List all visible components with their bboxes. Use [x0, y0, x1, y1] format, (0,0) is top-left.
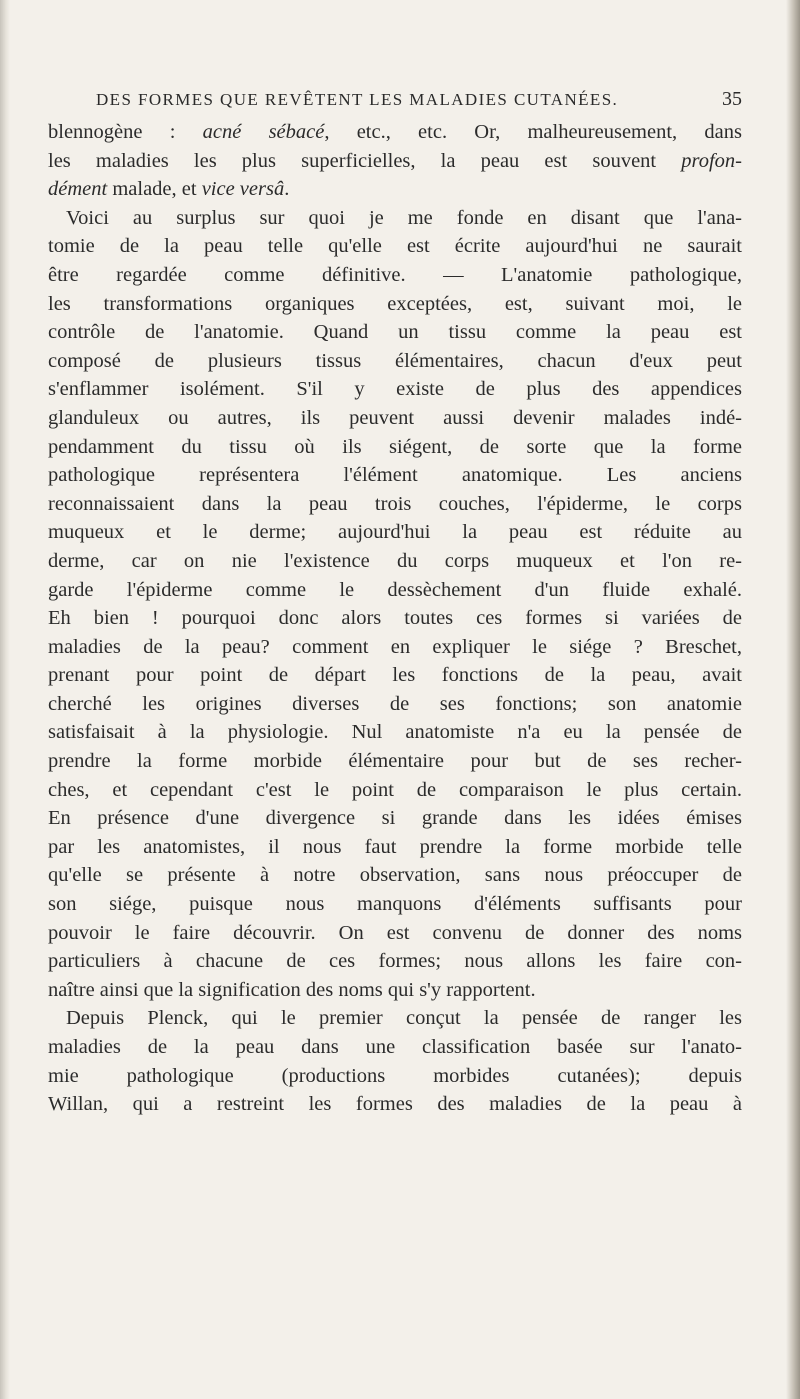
body-text — [48, 118, 742, 1119]
page-left-edge — [0, 0, 10, 1399]
text-run: derme, car on nie l'existence du corps muqueux et l'on re- — [48, 549, 742, 572]
text-line — [48, 290, 742, 319]
text-run: cherché les origines diverses de ses fonctions; son anatomie — [48, 692, 742, 715]
text-run: s'enflammer isolément. S'il y existe de plus des appendices — [48, 378, 742, 401]
text-line — [48, 1004, 742, 1033]
text-run: Voici au surplus sur quoi je me fonde en disant que l'ana- — [66, 206, 742, 229]
text-run: satisfaisait à la physiologie. Nul anatomiste n'a eu la pensée de — [48, 721, 742, 744]
text-run: maladies de la peau dans une classification basée sur l'anato- — [48, 1036, 742, 1058]
text-run: blennogène : — [48, 121, 203, 143]
text-run: contrôle de l'anatomie. Quand un tissu comme la peau est — [48, 321, 742, 344]
text-run: garde l'épiderme comme le dessèchement d'un fluide exhalé. — [48, 578, 742, 601]
text-line — [48, 804, 742, 833]
text-run: prenant pour point de départ les fonctions de la peau, avait — [48, 664, 742, 687]
text-line — [48, 919, 742, 948]
text-run: les maladies les plus superficielles, la peau est souvent — [48, 149, 682, 172]
text-run: particuliers à chacune de ces formes; nous allons les faire con- — [48, 950, 742, 973]
text-line — [48, 604, 742, 633]
text-run: pendamment du tissu où ils siégent, de sorte que la forme — [48, 435, 742, 458]
text-run: qu'elle se présente à notre observation, sans nous préoccuper de — [48, 864, 742, 887]
text-line — [48, 175, 742, 204]
page-number: 35 — [722, 88, 742, 110]
text-line — [48, 518, 742, 547]
text-line — [48, 576, 742, 605]
text-line — [48, 547, 742, 576]
text-run: glanduleux ou autres, ils peuvent aussi devenir malades indé- — [48, 406, 742, 429]
text-run: En présence d'une divergence si grande dans les idées émises — [48, 807, 742, 830]
italic-text: acné sébacé — [202, 121, 325, 143]
text-line — [48, 1033, 742, 1062]
text-run: être regardée comme définitive. — L'anatomie pathologique, — [48, 263, 742, 286]
text-line — [48, 404, 742, 433]
text-run: composé de plusieurs tissus élémentaires, chacun d'eux peut — [48, 349, 742, 372]
text-run: , etc., etc. Or, malheureusement, dans — [324, 121, 742, 143]
text-line — [48, 347, 742, 376]
text-run: pouvoir le faire découvrir. On est convenu de donner des noms — [48, 921, 742, 944]
text-run: tomie de la peau telle qu'elle est écrite aujourd'hui ne saurait — [48, 235, 742, 258]
text-run: prendre la forme morbide élémentaire pour but de ses recher- — [48, 750, 742, 773]
text-line — [48, 947, 742, 976]
text-line — [48, 690, 742, 719]
text-line — [48, 661, 742, 690]
text-run: reconnaissaient dans la peau trois couches, l'épiderme, le corps — [48, 492, 742, 515]
text-line — [48, 1062, 742, 1091]
text-line — [48, 890, 742, 919]
italic-text: dément — [48, 178, 108, 201]
text-run: malade, et — [107, 178, 202, 201]
text-run: par les anatomistes, il nous faut prendre la forme morbide telle — [48, 835, 742, 858]
text-line — [48, 318, 742, 347]
page-header — [96, 88, 742, 111]
text-run: les transformations organiques exceptées, est, suivant moi, le — [48, 292, 742, 315]
text-line — [48, 633, 742, 662]
text-run: Depuis Plenck, qui le premier conçut la pensée de ranger les — [66, 1007, 742, 1030]
text-line — [48, 1090, 742, 1119]
text-run: son siége, puisque nous manquons d'éléments suffisants pour — [48, 893, 742, 916]
text-run: maladies de la peau? comment en expliquer le siége ? Breschet, — [48, 635, 742, 658]
italic-text: vice versâ — [201, 178, 285, 201]
text-run: Willan, qui a restreint les formes des maladies de la peau à — [48, 1093, 742, 1116]
italic-text: profon- — [681, 149, 742, 172]
text-line — [48, 461, 742, 490]
text-line — [48, 776, 742, 805]
text-line — [48, 747, 742, 776]
text-line — [48, 718, 742, 747]
text-line — [48, 118, 742, 147]
text-line — [48, 490, 742, 519]
text-line — [48, 204, 742, 233]
text-line — [48, 375, 742, 404]
text-line — [48, 232, 742, 261]
page-right-edge — [786, 0, 800, 1399]
text-line — [48, 433, 742, 462]
text-run: Eh bien ! pourquoi donc alors toutes ces formes si variées de — [48, 607, 742, 630]
text-line — [48, 261, 742, 290]
text-line — [48, 147, 742, 176]
text-line — [48, 833, 742, 862]
text-run: pathologique représentera l'élément anatomique. Les anciens — [48, 464, 742, 487]
running-title: DES FORMES QUE REVÊTENT LES MALADIES CUTANÉES. — [96, 90, 619, 109]
text-line — [48, 976, 742, 1005]
text-run: ches, et cependant c'est le point de comparaison le plus certain. — [48, 778, 742, 801]
text-run: muqueux et le derme; aujourd'hui la peau est réduite au — [48, 521, 742, 544]
text-run: . — [284, 178, 290, 201]
text-run: mie pathologique (productions morbides cutanées); depuis — [48, 1064, 742, 1087]
text-run: naître ainsi que la signification des noms qui s'y rapportent. — [48, 978, 536, 1001]
text-line — [48, 861, 742, 890]
